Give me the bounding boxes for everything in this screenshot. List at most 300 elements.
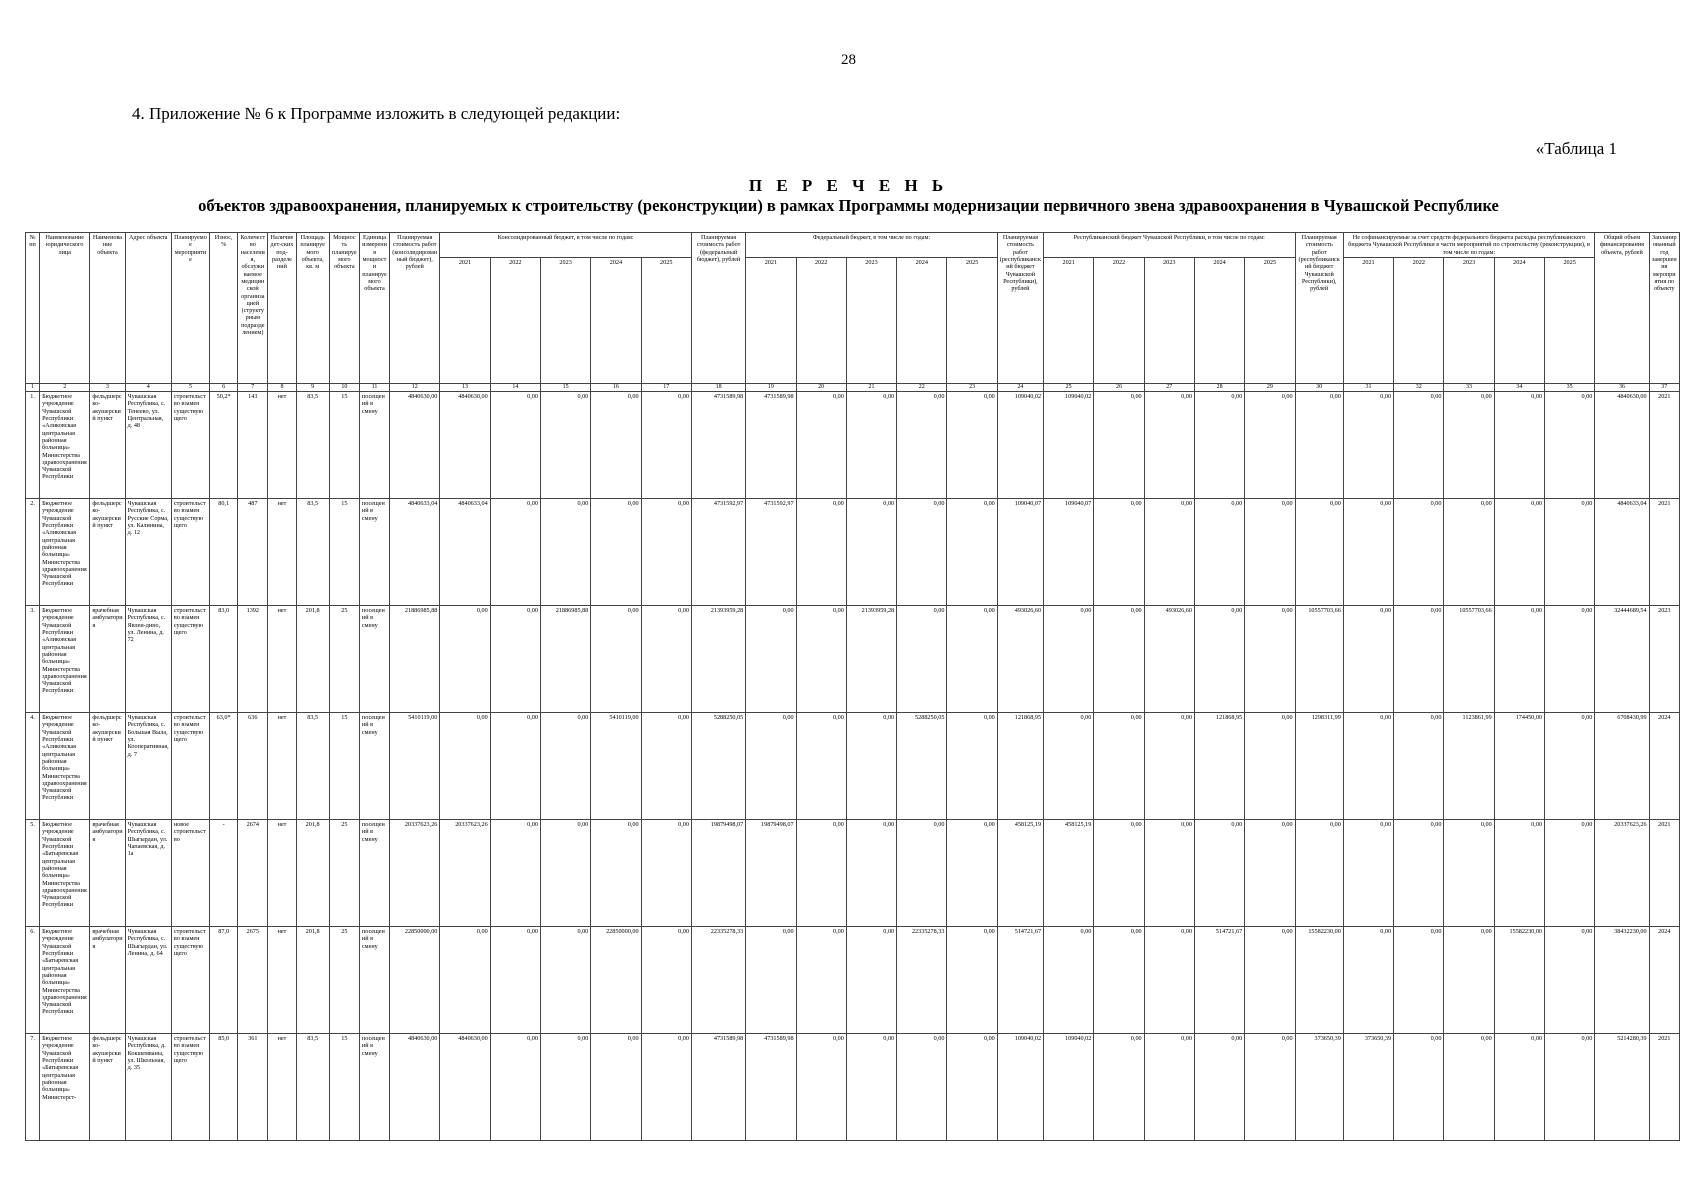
table-cell: 50,2* [210, 392, 238, 499]
year-header: 2024 [897, 257, 947, 383]
table-cell: 15582230,00 [1494, 927, 1544, 1034]
table-cell: 0,00 [1444, 820, 1494, 927]
table-cell: 0,00 [490, 927, 540, 1034]
table-cell: 636 [238, 713, 268, 820]
column-number: 15 [540, 383, 590, 391]
table-cell: Бюджетное учреждение Чувашской Республики «Аликовская центральная районная больница» Министерства здравоохранения Чувашской Республики [40, 713, 90, 820]
column-number: 16 [591, 383, 641, 391]
table-cell: 83,5 [296, 392, 329, 499]
table-cell: 0,00 [796, 392, 846, 499]
table-cell: 0,00 [1394, 713, 1444, 820]
table-cell: 0,00 [1245, 606, 1295, 713]
header-power: Мощность планируемого объекта [329, 233, 359, 384]
table-cell: 0,00 [1245, 499, 1295, 606]
table-cell: 109040,02 [1044, 392, 1094, 499]
column-number: 36 [1595, 383, 1649, 391]
table-cell: 15582230,00 [1295, 927, 1343, 1034]
table-cell: 0,00 [1444, 927, 1494, 1034]
table-cell: 514721,67 [997, 927, 1043, 1034]
table-cell: 63,0* [210, 713, 238, 820]
table-cell: 0,00 [746, 713, 796, 820]
table-cell: 3. [26, 606, 40, 713]
header-avail: Наличие дет-ских под-разделений [268, 233, 296, 384]
column-number: 8 [268, 383, 296, 391]
table-cell: 20337623,26 [440, 820, 490, 927]
table-cell: 458125,19 [1044, 820, 1094, 927]
table-cell: 0,00 [1295, 499, 1343, 606]
table-cell: 0,00 [1044, 713, 1094, 820]
table-cell: Бюджетное учреждение Чувашской Республики «Батыревская центральная районная больница» Министерст- [40, 1034, 90, 1141]
column-number: 11 [359, 383, 389, 391]
table-cell: 7. [26, 1034, 40, 1141]
table-row [26, 392, 1680, 499]
table-cell: 4840633,04 [440, 499, 490, 606]
table-cell: 0,00 [1295, 392, 1343, 499]
table-cell: 0,00 [947, 820, 997, 927]
table-cell: 201,8 [296, 820, 329, 927]
table-cell: 0,00 [1144, 1034, 1194, 1141]
table-cell: 0,00 [1245, 927, 1295, 1034]
header-rep-cost: Планируемая стоимость работ (республиканский бюджет Чувашской Республики), рублей [997, 233, 1043, 384]
table-cell: - [210, 820, 238, 927]
table-cell: 0,00 [1343, 499, 1393, 606]
table-cell: 0,00 [591, 499, 641, 606]
table-cell: 0,00 [591, 820, 641, 927]
table-cell: 0,00 [846, 820, 896, 927]
year-header: 2021 [746, 257, 796, 383]
table-cell: 121868,95 [1194, 713, 1244, 820]
header-area: Площадь планируемого объекта, кв. м [296, 233, 329, 384]
table-cell: 4840630,00 [440, 392, 490, 499]
table-cell: 0,00 [641, 713, 691, 820]
table-cell: 22335278,33 [897, 927, 947, 1034]
table-cell: 2024 [1649, 927, 1679, 1034]
table-cell: 15 [329, 713, 359, 820]
header-no: № пп [26, 233, 40, 384]
table-cell: посещений в смену [359, 1034, 389, 1141]
header-cons-cost: Планируемая стоимость работ (консолидированный бюджет), рублей [390, 233, 440, 384]
column-number: 7 [238, 383, 268, 391]
table-cell: нет [268, 820, 296, 927]
table-cell: 2. [26, 499, 40, 606]
table-cell: 4731589,98 [691, 392, 745, 499]
document-subtitle: объектов здравоохранения, планируемых к строительству (реконструкции) в рамках Программы модернизации первичного звена здравоохранения в Чувашской Республике [198, 196, 1499, 215]
table-cell: врачебная амбулатория [90, 820, 125, 927]
table-cell: 0,00 [1545, 820, 1595, 927]
column-number: 24 [997, 383, 1043, 391]
header-obj: Наименование объекта [90, 233, 125, 384]
table-cell: Бюджетное учреждение Чувашской Республики «Аликовская центральная районная больница» Министерства здравоохранения Чувашской Республики [40, 499, 90, 606]
table-cell: 0,00 [540, 1034, 590, 1141]
table-cell: посещений в смену [359, 820, 389, 927]
table-cell: 0,00 [1194, 1034, 1244, 1141]
column-number: 28 [1194, 383, 1244, 391]
table-cell: Бюджетное учреждение Чувашской Республики «Аликовская центральная районная больница» Министерства здравоохранения Чувашской Республики [40, 606, 90, 713]
table-cell: посещений в смену [359, 606, 389, 713]
table-cell: 21886985,88 [390, 606, 440, 713]
table-cell: 0,00 [1444, 392, 1494, 499]
table-cell: 25 [329, 606, 359, 713]
table-cell: 4840630,00 [390, 1034, 440, 1141]
year-header: 2023 [1144, 257, 1194, 383]
column-number: 22 [897, 383, 947, 391]
table-cell: Чувашская Республика, с. Явлеи-дино, ул. Ленина, д. 72 [125, 606, 171, 713]
header-total: Общий объем финансирования объекта, рублей [1595, 233, 1649, 384]
header-rep-group: Республиканский бюджет Чувашской Республики, в том числе по годам: [1044, 233, 1296, 258]
table-cell: 0,00 [947, 606, 997, 713]
year-header: 2022 [490, 257, 540, 383]
table-cell: 2675 [238, 927, 268, 1034]
table-cell: 15 [329, 1034, 359, 1141]
table-cell: 0,00 [1444, 1034, 1494, 1141]
table-cell: 1392 [238, 606, 268, 713]
table-row [26, 606, 1680, 713]
column-number: 25 [1044, 383, 1094, 391]
table-cell: 0,00 [1494, 392, 1544, 499]
table-cell: 2021 [1649, 392, 1679, 499]
table-cell: строительство взамен существующего [171, 392, 209, 499]
table-cell: 25 [329, 927, 359, 1034]
table-cell: 4731589,98 [691, 1034, 745, 1141]
table-cell: 5288250,05 [897, 713, 947, 820]
table-cell: 201,8 [296, 606, 329, 713]
table-cell: 458125,19 [997, 820, 1043, 927]
column-number: 23 [947, 383, 997, 391]
column-number-row [26, 383, 1680, 391]
table-cell: нет [268, 499, 296, 606]
table-cell: 0,00 [641, 820, 691, 927]
table-cell: 0,00 [1144, 392, 1194, 499]
table-cell: 0,00 [796, 1034, 846, 1141]
year-header: 2021 [1343, 257, 1393, 383]
year-header: 2024 [1194, 257, 1244, 383]
table-cell: 0,00 [1494, 499, 1544, 606]
year-header: 2025 [947, 257, 997, 383]
table-cell: 143 [238, 392, 268, 499]
column-number: 6 [210, 383, 238, 391]
table-cell: строительство взамен существующего [171, 499, 209, 606]
table-cell: 0,00 [1194, 499, 1244, 606]
table-cell: 0,00 [591, 392, 641, 499]
table-cell: 0,00 [591, 1034, 641, 1141]
table-cell: 0,00 [540, 392, 590, 499]
column-number: 32 [1394, 383, 1444, 391]
table-row [26, 1034, 1680, 1141]
table-cell: строительство взамен существующего [171, 713, 209, 820]
table-cell: 21393959,28 [691, 606, 745, 713]
table-cell: 25 [329, 820, 359, 927]
table-cell: 0,00 [796, 820, 846, 927]
table-cell: 2674 [238, 820, 268, 927]
table-cell: 0,00 [846, 1034, 896, 1141]
table-cell: 5214280,39 [1595, 1034, 1649, 1141]
table-cell: Чувашская Республика, с. Тенеево, ул. Центральная, д. 48 [125, 392, 171, 499]
table-cell: 5288250,05 [691, 713, 745, 820]
table-cell: 0,00 [1144, 499, 1194, 606]
table-cell: 0,00 [1094, 927, 1144, 1034]
header-event: Планируемое мероприятие [171, 233, 209, 384]
column-number: 19 [746, 383, 796, 391]
table-cell: 0,00 [1194, 820, 1244, 927]
table-cell: 21393959,28 [846, 606, 896, 713]
table-cell: фельдшерско-акушерский пункт [90, 713, 125, 820]
table-cell: 2021 [1649, 1034, 1679, 1141]
table-cell: 201,8 [296, 927, 329, 1034]
table-cell: 0,00 [846, 392, 896, 499]
column-number: 9 [296, 383, 329, 391]
column-number: 27 [1144, 383, 1194, 391]
objects-table [25, 232, 1680, 1141]
table-cell: 0,00 [641, 392, 691, 499]
table-cell: 83,5 [296, 1034, 329, 1141]
table-cell: посещений в смену [359, 713, 389, 820]
table-cell: 0,00 [897, 392, 947, 499]
table-cell: 493026,60 [1144, 606, 1194, 713]
table-cell: 0,00 [1343, 927, 1393, 1034]
column-number: 18 [691, 383, 745, 391]
table-cell: 0,00 [1295, 820, 1343, 927]
column-number: 13 [440, 383, 490, 391]
table-cell: 0,00 [1343, 713, 1393, 820]
year-header: 2023 [846, 257, 896, 383]
table-cell: 22335278,33 [691, 927, 745, 1034]
column-number: 2 [40, 383, 90, 391]
table-cell: посещений в смену [359, 499, 389, 606]
table-cell: 4840633,04 [1595, 499, 1649, 606]
year-header: 2025 [1545, 257, 1595, 383]
table-cell: 0,00 [1194, 606, 1244, 713]
table-cell: 0,00 [1394, 1034, 1444, 1141]
table-cell: 32444689,54 [1595, 606, 1649, 713]
table-cell: 0,00 [1094, 820, 1144, 927]
table-cell: 0,00 [1144, 927, 1194, 1034]
table-cell: 4731589,98 [746, 1034, 796, 1141]
page-number: 28 [841, 52, 856, 68]
table-cell: 10557703,66 [1444, 606, 1494, 713]
table-cell: фельдшерско-акушерский пункт [90, 392, 125, 499]
table-cell: 0,00 [641, 499, 691, 606]
table-cell: 0,00 [641, 606, 691, 713]
year-header: 2024 [1494, 257, 1544, 383]
table-cell: 6. [26, 927, 40, 1034]
table-cell: 15 [329, 392, 359, 499]
table-cell: 4731589,98 [746, 392, 796, 499]
table-row [26, 713, 1680, 820]
column-number: 37 [1649, 383, 1679, 391]
table-cell: 0,00 [1094, 606, 1144, 713]
table-cell: 487 [238, 499, 268, 606]
table-cell: 2023 [1649, 606, 1679, 713]
table-cell: 0,00 [846, 499, 896, 606]
table-cell: 0,00 [540, 927, 590, 1034]
table-cell: 0,00 [796, 606, 846, 713]
table-cell: 0,00 [1545, 713, 1595, 820]
document-title: П Е Р Е Ч Е Н Ь [748, 176, 949, 195]
header-cofin-group: Не софинансируемые за счет средств федерального бюджета расходы республиканского бюджета Чувашской Республики в части мероприятий по строительству (реконструкции), в том числе по годам: [1343, 233, 1594, 258]
table-cell: 0,00 [1044, 606, 1094, 713]
table-cell: 0,00 [1394, 392, 1444, 499]
column-number: 14 [490, 383, 540, 391]
column-number: 5 [171, 383, 209, 391]
table-cell: 109040,02 [1044, 1034, 1094, 1141]
year-header: 2022 [796, 257, 846, 383]
table-cell: врачебная амбулатория [90, 927, 125, 1034]
table-cell: нет [268, 927, 296, 1034]
table-cell: 514721,67 [1194, 927, 1244, 1034]
column-number: 21 [846, 383, 896, 391]
table-cell: 0,00 [1545, 499, 1595, 606]
table-cell: 0,00 [1044, 927, 1094, 1034]
table-cell: 22850000,00 [390, 927, 440, 1034]
table-cell: 20337623,26 [1595, 820, 1649, 927]
table-cell: Бюджетное учреждение Чувашской Республики «Аликовская центральная районная больница» Министерства здравоохранения Чувашской Республики [40, 392, 90, 499]
table-cell: 0,00 [440, 606, 490, 713]
table-cell: 0,00 [1144, 713, 1194, 820]
header-unit: Единица измерения мощности планируемого объекта [359, 233, 389, 384]
table-cell: Чувашская Республика, д. Кокшемваны, ул. Школьная, д. 35 [125, 1034, 171, 1141]
table-row [26, 499, 1680, 606]
table-cell: 87,0 [210, 927, 238, 1034]
table-cell: 0,00 [1394, 927, 1444, 1034]
year-header: 2025 [641, 257, 691, 383]
table-cell: 22850000,00 [591, 927, 641, 1034]
table-cell: 0,00 [897, 606, 947, 713]
table-cell: 83,5 [296, 713, 329, 820]
year-header: 2025 [1245, 257, 1295, 383]
table-cell: Бюджетное учреждение Чувашской Республики «Батыревская центральная районная больница» Министерства здравоохранения Чувашской Республики [40, 820, 90, 927]
table-cell: новое строительство [171, 820, 209, 927]
table-cell: 0,00 [1394, 820, 1444, 927]
table-cell: 83,0 [210, 606, 238, 713]
table-cell: 0,00 [641, 1034, 691, 1141]
table-cell: Чувашская Республика, с. Русские Сорма, ул. Калинина, д. 12 [125, 499, 171, 606]
table-cell: 19879498,07 [691, 820, 745, 927]
table-cell: 0,00 [490, 820, 540, 927]
table-cell: 0,00 [1245, 392, 1295, 499]
table-cell: 20337623,26 [390, 820, 440, 927]
table-cell: 0,00 [1094, 392, 1144, 499]
table-cell: нет [268, 713, 296, 820]
header-cofin-cost: Планируемая стоимость работ (республиканский бюджет Чувашской Республики), рублей [1295, 233, 1343, 384]
table-row [26, 820, 1680, 927]
table-cell: 0,00 [1144, 820, 1194, 927]
table-cell: 0,00 [1343, 820, 1393, 927]
table-cell: 0,00 [1444, 499, 1494, 606]
table-cell: 83,5 [296, 499, 329, 606]
table-cell: 121868,95 [997, 713, 1043, 820]
table-cell: 0,00 [490, 606, 540, 713]
column-number: 33 [1444, 383, 1494, 391]
table-cell: строительство взамен существующего [171, 1034, 209, 1141]
table-cell: 0,00 [440, 927, 490, 1034]
table-cell: 0,00 [1494, 820, 1544, 927]
table-cell: нет [268, 606, 296, 713]
table-cell: 0,00 [490, 499, 540, 606]
table-cell: 373650,39 [1295, 1034, 1343, 1141]
column-number: 10 [329, 383, 359, 391]
table-cell: нет [268, 1034, 296, 1141]
table-cell: 0,00 [796, 499, 846, 606]
table-cell: 0,00 [540, 713, 590, 820]
table-cell: 1. [26, 392, 40, 499]
table-cell: 0,00 [746, 927, 796, 1034]
table-cell: фельдшерско-акушерский пункт [90, 499, 125, 606]
table-cell: строительство взамен существующего [171, 606, 209, 713]
table-cell: врачебная амбулатория [90, 606, 125, 713]
year-header: 2022 [1394, 257, 1444, 383]
table-cell: 0,00 [1343, 392, 1393, 499]
table-cell: 0,00 [947, 1034, 997, 1141]
table-cell: 0,00 [1343, 606, 1393, 713]
table-cell: 0,00 [897, 1034, 947, 1141]
table-cell: 0,00 [1494, 1034, 1544, 1141]
column-number: 4 [125, 383, 171, 391]
table-cell: 373650,39 [1343, 1034, 1393, 1141]
table-cell: 21886985,88 [540, 606, 590, 713]
table-cell: 4840633,04 [390, 499, 440, 606]
header-fed-group: Федеральный бюджет, в том числе по годам: [746, 233, 998, 258]
table-cell: 2024 [1649, 713, 1679, 820]
year-header: 2023 [540, 257, 590, 383]
table-cell: 4840630,00 [390, 392, 440, 499]
table-cell: 0,00 [1545, 927, 1595, 1034]
header-count: Количество населения, обслуживаемое медицинской организацией (структурным подразделением) [238, 233, 268, 384]
table-cell: 10557703,66 [1295, 606, 1343, 713]
table-cell: 493026,60 [997, 606, 1043, 713]
table-cell: 0,00 [796, 927, 846, 1034]
table-cell: 2021 [1649, 499, 1679, 606]
table-cell: 0,00 [746, 606, 796, 713]
table-cell: 0,00 [1094, 713, 1144, 820]
table-cell: 0,00 [897, 820, 947, 927]
header-org: Наименование юридического лица [40, 233, 90, 384]
table-cell: Чувашская Республика, с. Большая Выла, ул. Кооперативная, д. 7 [125, 713, 171, 820]
column-number: 3 [90, 383, 125, 391]
table-cell: 0,00 [1245, 1034, 1295, 1141]
table-cell: 0,00 [490, 1034, 540, 1141]
table-cell: 0,00 [540, 820, 590, 927]
table-cell: 0,00 [1194, 392, 1244, 499]
column-number: 29 [1245, 383, 1295, 391]
table-cell: 4840630,00 [1595, 392, 1649, 499]
table-cell: 0,00 [1494, 606, 1544, 713]
table-cell: 0,00 [846, 713, 896, 820]
column-number: 12 [390, 383, 440, 391]
table-cell: 5410119,00 [390, 713, 440, 820]
table-cell: 0,00 [641, 927, 691, 1034]
column-number: 20 [796, 383, 846, 391]
column-number: 31 [1343, 383, 1393, 391]
intro-text: 4. Приложение № 6 к Программе изложить в следующей редакции: [132, 104, 621, 123]
column-number: 34 [1494, 383, 1544, 391]
header-wear: Износ, % [210, 233, 238, 384]
table-cell: 15 [329, 499, 359, 606]
table-cell: 0,00 [540, 499, 590, 606]
table-cell: 0,00 [1394, 606, 1444, 713]
table-cell: 0,00 [1245, 713, 1295, 820]
table-cell: 0,00 [490, 713, 540, 820]
year-header: 2024 [591, 257, 641, 383]
table-cell: 109040,07 [1044, 499, 1094, 606]
table-cell: 0,00 [947, 499, 997, 606]
year-header: 2023 [1444, 257, 1494, 383]
table-cell: Чувашская Республика, с. Шыгырдан, ул. Ленина, д. 64 [125, 927, 171, 1034]
header-fed-cost: Планируемая стоимость работ (федеральный бюджет), рублей [691, 233, 745, 384]
table-cell: 0,00 [1545, 606, 1595, 713]
table-cell: 0,00 [947, 713, 997, 820]
table-cell: 38432230,00 [1595, 927, 1649, 1034]
table-cell: Чувашская Республика, с. Шыгырдан, ул. Чапаевская, д. 1а [125, 820, 171, 927]
